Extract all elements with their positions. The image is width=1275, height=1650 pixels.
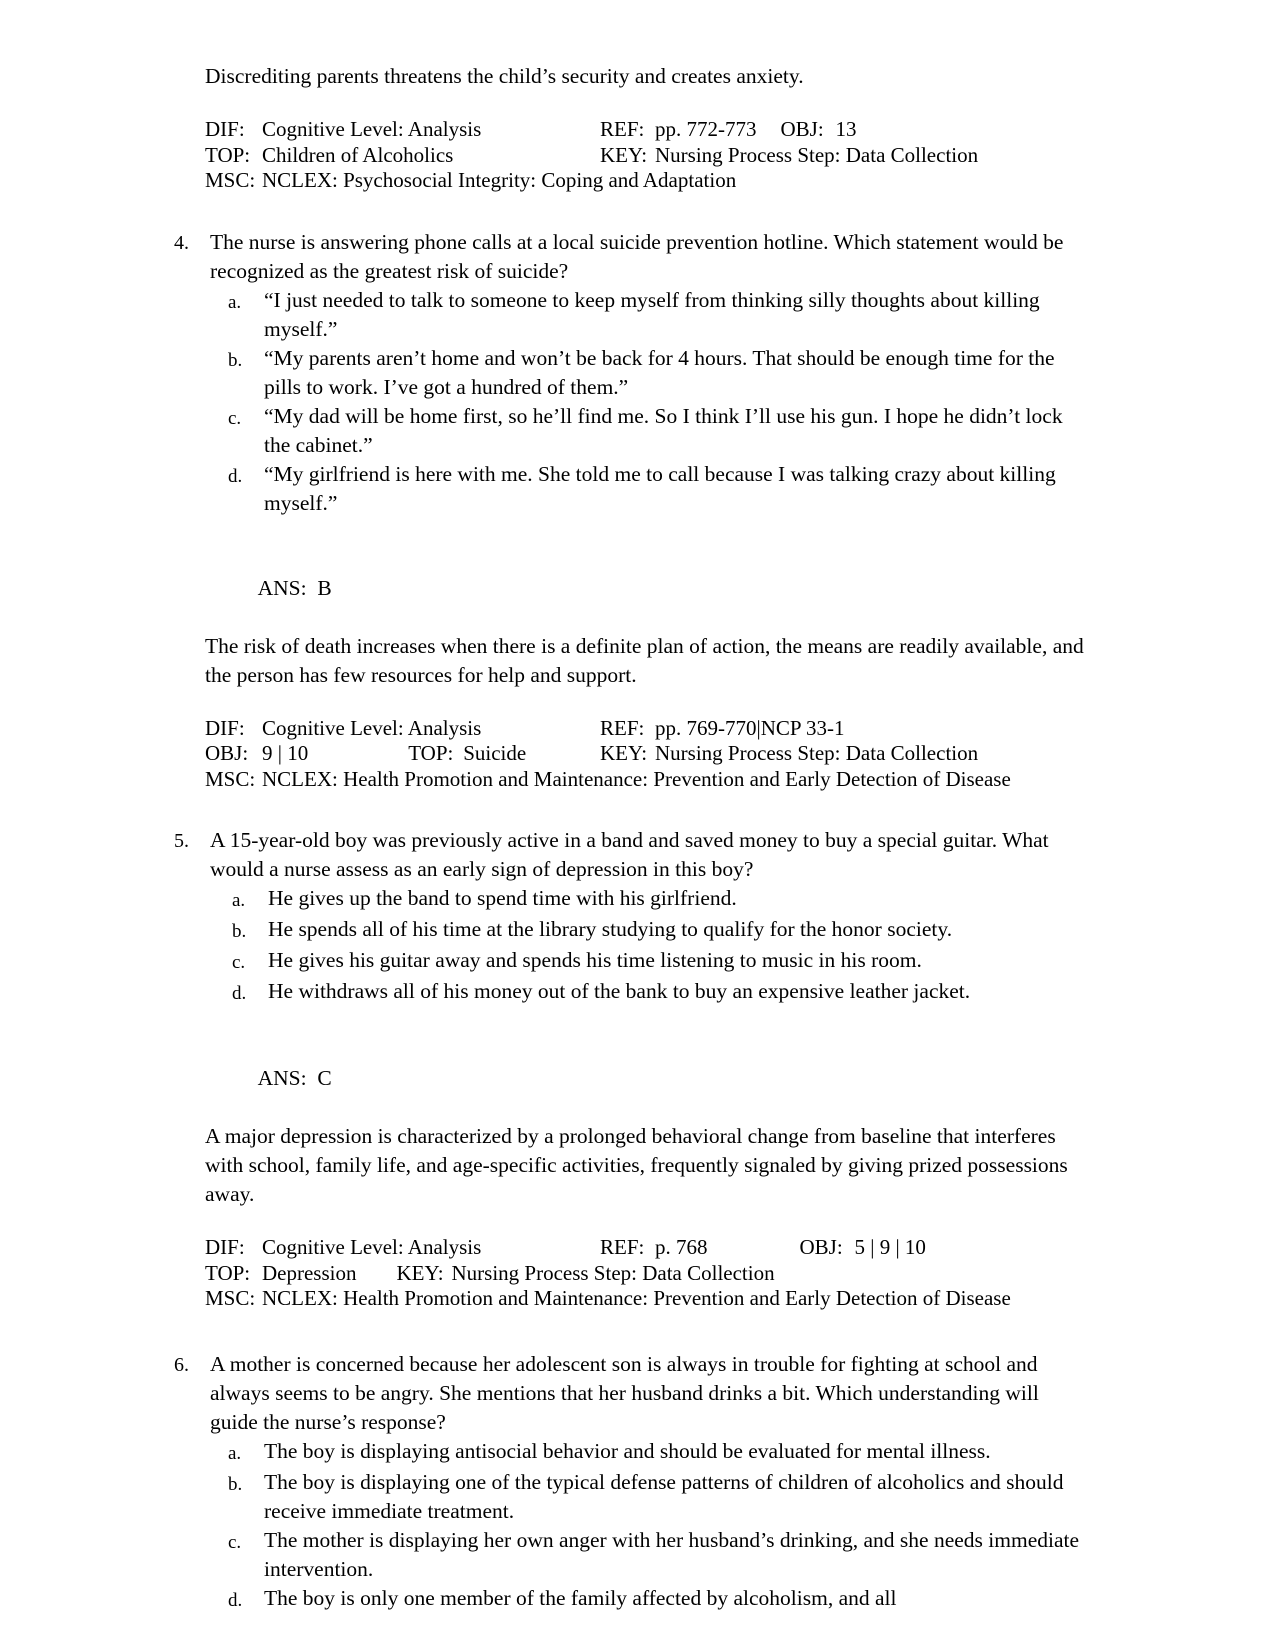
question-6-number: 6. — [174, 1353, 189, 1376]
obj-label: OBJ: — [780, 117, 824, 141]
question-6 — [174, 1350, 1090, 1615]
ref-value: p. 768 — [655, 1235, 708, 1259]
msc-value: NCLEX: Health Promotion and Maintenance: Prevention and Early Detection of Disease — [262, 766, 1011, 791]
question-5-stem: A 15-year-old boy was previously active in a band and saved money to buy a special guitar. What would a nurse assess as an early sign of depression in this boy? — [210, 828, 1049, 881]
question-4 — [174, 228, 1090, 793]
dif-value: Cognitive Level: Analysis — [262, 1235, 482, 1259]
choice-text: “My girlfriend is here with me. She told me to call because I was talking crazy about killing myself.” — [264, 461, 1056, 515]
choice-letter: a. — [228, 1442, 242, 1464]
question-5-stem-row — [174, 826, 1090, 884]
question-5-answer-block — [205, 1035, 1090, 1209]
metadata-row-dif-ref — [205, 716, 1090, 742]
choice-letter: c. — [228, 407, 242, 429]
obj-value: 13 — [835, 117, 857, 141]
question-5-choice-b[interactable] — [232, 915, 1090, 946]
question-4-answer-block — [205, 545, 1090, 690]
choice-letter: b. — [228, 349, 243, 371]
dif-label: DIF: — [205, 715, 245, 740]
obj-label: OBJ: — [205, 741, 249, 765]
metadata-block-question-5 — [205, 1235, 1090, 1312]
question-5-choices — [232, 884, 1090, 1008]
top-label: TOP: — [205, 1260, 251, 1285]
choice-text: The boy is only one member of the family affected by alcoholism, and all — [264, 1585, 897, 1610]
question-4-stem-row — [174, 228, 1090, 286]
metadata-row-msc — [205, 168, 1090, 194]
question-5-number: 5. — [174, 830, 189, 852]
question-4-answer-line — [205, 545, 1090, 632]
metadata-row-obj-top-key — [205, 741, 1090, 767]
key-value: Nursing Process Step: Data Collection — [451, 1260, 775, 1285]
msc-label: MSC: — [205, 168, 256, 192]
question-4-choice-b[interactable] — [228, 344, 1090, 402]
choice-letter: c. — [228, 1531, 242, 1553]
choice-letter: d. — [232, 983, 247, 1004]
ans-label: ANS: — [257, 1066, 307, 1090]
top-label: TOP: — [205, 142, 251, 167]
choice-letter: a. — [228, 291, 242, 313]
choice-text: He gives his guitar away and spends his time listening to music in his room. — [268, 948, 922, 972]
metadata-block-intro — [205, 117, 1090, 194]
ans-value: C — [317, 1066, 332, 1090]
metadata-row-msc — [205, 767, 1090, 793]
question-6-choice-b[interactable] — [228, 1468, 1090, 1526]
choice-letter: c. — [232, 952, 246, 973]
choice-letter: d. — [228, 465, 243, 487]
choice-letter: a. — [232, 890, 246, 911]
key-label: KEY: — [600, 741, 648, 765]
metadata-row-dif-ref-obj — [205, 117, 1090, 143]
msc-value: NCLEX: Psychosocial Integrity: Coping and Adaptation — [262, 168, 737, 192]
ans-value: B — [317, 575, 332, 600]
choice-text: He spends all of his time at the library studying to qualify for the honor society. — [268, 917, 953, 941]
ref-label: REF: — [600, 1235, 645, 1259]
question-4-rationale: The risk of death increases when there is a definite plan of action, the means are readily available, and the person has few resources for help and support. — [205, 633, 1084, 687]
question-6-choice-d[interactable] — [228, 1584, 1090, 1615]
choice-text: The boy is displaying antisocial behavior and should be evaluated for mental illness. — [264, 1438, 991, 1463]
dif-label: DIF: — [205, 1235, 245, 1259]
page-content — [174, 62, 1090, 1615]
intro-rationale-text: Discrediting parents threatens the child’s security and creates anxiety. — [205, 64, 804, 88]
question-5-choice-a[interactable] — [232, 884, 1090, 915]
ref-value: pp. 769-770|NCP 33-1 — [655, 715, 845, 740]
top-value: Children of Alcoholics — [262, 142, 454, 167]
obj-value: 9 | 10 — [262, 741, 309, 765]
key-value: Nursing Process Step: Data Collection — [655, 741, 979, 765]
question-6-choice-a[interactable] — [228, 1437, 1090, 1468]
choice-letter: b. — [228, 1473, 243, 1495]
question-5-answer-line — [205, 1035, 1090, 1122]
metadata-row-top-key — [205, 143, 1090, 169]
question-4-choice-a[interactable] — [228, 286, 1090, 344]
msc-label: MSC: — [205, 766, 256, 791]
ref-value: pp. 772-773 — [655, 117, 757, 141]
choice-text: “My dad will be home first, so he’ll find me. So I think I’ll use his gun. I hope he didn’t lock the cabinet.” — [264, 403, 1063, 457]
choice-text: “I just needed to talk to someone to keep myself from thinking silly thoughts about killing myself.” — [264, 287, 1040, 341]
question-4-stem: The nurse is answering phone calls at a local suicide prevention hotline. Which statement would be recognized as the greatest risk of suicide? — [210, 229, 1064, 283]
key-value: Nursing Process Step: Data Collection — [655, 142, 979, 167]
question-5-rationale: A major depression is characterized by a prolonged behavioral change from baseline that interferes with school, family life, and age-specific activities, frequently signaled by giving prized possessions away. — [205, 1124, 1068, 1206]
choice-text: He gives up the band to spend time with his girlfriend. — [268, 886, 737, 910]
key-label: KEY: — [396, 1260, 444, 1285]
metadata-row-top-key — [205, 1261, 1090, 1287]
choice-letter: b. — [232, 921, 247, 942]
question-5-choice-c[interactable] — [232, 946, 1090, 977]
msc-value: NCLEX: Health Promotion and Maintenance: Prevention and Early Detection of Disease — [262, 1286, 1011, 1310]
choice-text: The mother is displaying her own anger with her husband’s drinking, and she needs immediate intervention. — [264, 1527, 1080, 1581]
top-label: TOP: — [408, 741, 454, 765]
metadata-row-dif-ref-obj — [205, 1235, 1090, 1261]
question-4-choice-d[interactable] — [228, 460, 1090, 518]
question-6-choices — [228, 1437, 1090, 1615]
question-4-number: 4. — [174, 231, 189, 254]
choice-text: He withdraws all of his money out of the bank to buy an expensive leather jacket. — [268, 979, 971, 1003]
question-4-choice-c[interactable] — [228, 402, 1090, 460]
question-4-choices — [228, 286, 1090, 518]
obj-label: OBJ: — [799, 1235, 843, 1259]
msc-label: MSC: — [205, 1286, 256, 1310]
ref-label: REF: — [600, 715, 645, 740]
key-label: KEY: — [600, 142, 648, 167]
choice-letter: d. — [228, 1589, 243, 1611]
top-value: Depression — [262, 1260, 357, 1285]
choice-text: “My parents aren’t home and won’t be back for 4 hours. That should be enough time for the pills to work. I’ve got a hundred of them.” — [264, 345, 1055, 399]
question-6-stem-row — [174, 1350, 1090, 1437]
obj-value: 5 | 9 | 10 — [854, 1235, 926, 1259]
question-6-stem: A mother is concerned because her adolescent son is always in trouble for fighting at school and always seems to be angry. She mentions that her husband drinks a bit. Which understanding will guide the nurse’s response? — [210, 1351, 1039, 1434]
question-5-choice-d[interactable] — [232, 977, 1090, 1008]
ref-label: REF: — [600, 117, 645, 141]
dif-value: Cognitive Level: Analysis — [262, 117, 482, 141]
choice-text: The boy is displaying one of the typical defense patterns of children of alcoholics and should receive immediate treatment. — [264, 1469, 1064, 1523]
dif-label: DIF: — [205, 117, 245, 141]
question-5 — [174, 826, 1090, 1312]
metadata-row-msc — [205, 1286, 1090, 1312]
dif-value: Cognitive Level: Analysis — [262, 715, 482, 740]
question-6-choice-c[interactable] — [228, 1526, 1090, 1584]
metadata-block-question-4 — [205, 716, 1090, 793]
top-value: Suicide — [463, 741, 527, 765]
ans-label: ANS: — [257, 575, 307, 600]
